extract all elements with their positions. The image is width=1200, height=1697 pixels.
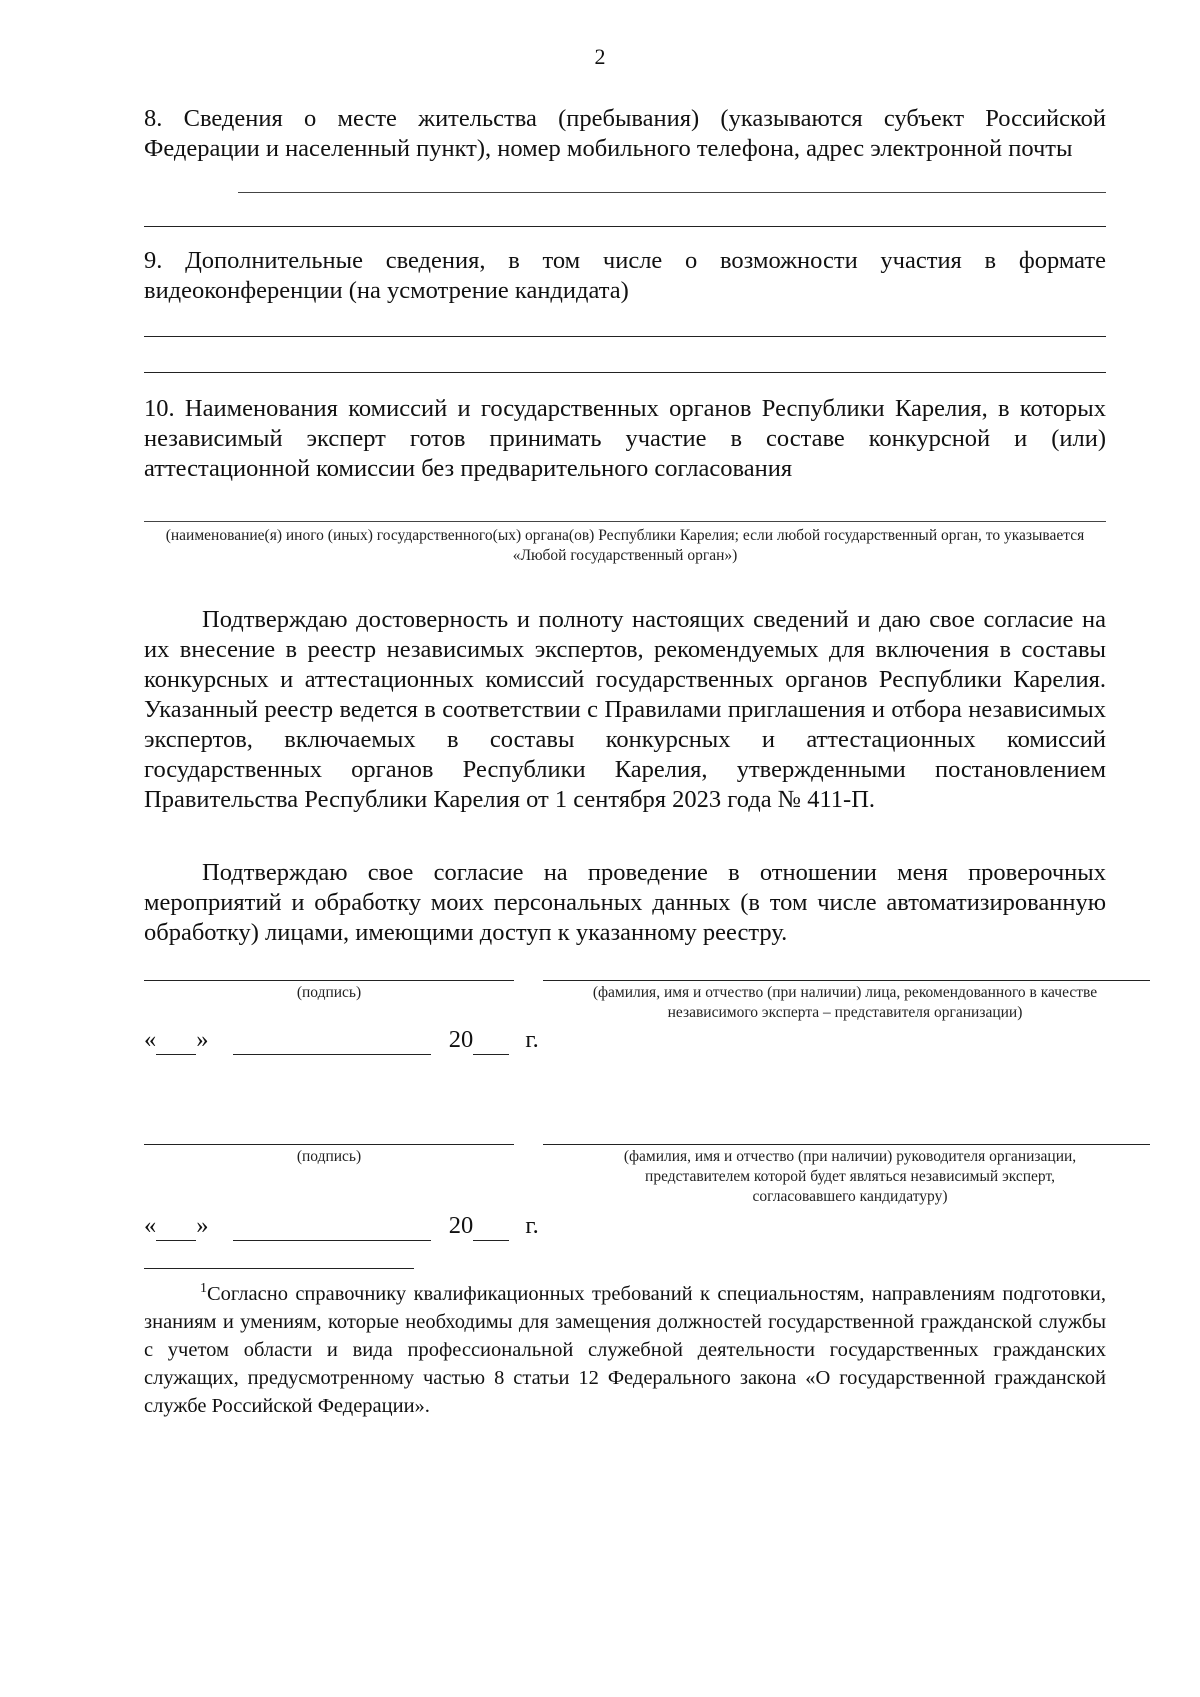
date-1-quote-close: »: [196, 1026, 209, 1053]
name-1-line: [543, 980, 1150, 981]
name-2-line: [543, 1144, 1150, 1145]
footnote: [144, 1280, 1106, 1420]
item-8-fill-line: [238, 192, 1106, 193]
date-1-year-suffix: г.: [525, 1026, 539, 1053]
item-10-fill-line: [144, 521, 1106, 522]
footnote-text: Согласно справочнику квалификационных требований к специальностям, направлениям подготовки, знаниям и умениям, которые необходимы для замещения должностей государственной гражданской службы с учетом области и вида профессиональной служебной деятельности государственных гражданских служащих, предусмотренному частью 8 статьи 12 Федерального закона «О государственной гражданской службе Российской Федерации».: [144, 1283, 1106, 1417]
confirmation-paragraph-1: Подтверждаю достоверность и полноту настоящих сведений и даю свое согласие на их внесение в реестр независимых экспертов, рекомендуемых для включения в составы конкурсных и аттестационных комиссий государственных органов Республики Карелия. Указанный реестр ведется в соответствии с Правилами приглашения и отбора независимых экспертов, включаемых в составы конкурсных и аттестационных комиссий государственных органов Республики Карелия, утвержденными постановлением Правительства Республики Карелия от 1 сентября 2023 года № 411-П.: [144, 606, 1106, 813]
date-row-2: [144, 1211, 539, 1241]
signature-1-caption: (подпись): [296, 984, 362, 1001]
item-10-text: 10. Наименования комиссий и государственных органов Республики Карелия, в которых независимый эксперт готов принимать участие в составе конкурсной и (или) аттестационной комиссии без предварительного согласования: [144, 395, 1106, 482]
date-1-year-prefix: 20: [448, 1026, 474, 1053]
date-1-month-blank: [233, 1032, 431, 1055]
date-1-year-blank: [473, 1032, 509, 1055]
page-number: 2: [594, 44, 606, 69]
date-row-1: [144, 1025, 539, 1055]
confirmation-paragraph-2: Подтверждаю свое согласие на проведение в отношении меня проверочных мероприятий и обработку моих персональных данных (в том числе автоматизированную обработку) лицами, имеющими доступ к указанному реестру.: [144, 859, 1106, 946]
date-2-quote-close: »: [196, 1212, 209, 1239]
signature-2-line: [144, 1144, 514, 1145]
item-8-extra-line: [144, 226, 1106, 227]
date-2-year-prefix: 20: [448, 1212, 474, 1239]
date-1-quote-open: «: [144, 1026, 157, 1053]
date-1-day-blank: [156, 1032, 196, 1055]
date-2-month-blank: [233, 1218, 431, 1241]
name-2-caption: (фамилия, имя и отчество (при наличии) руководителя организации, представителем которой будет являться независимый эксперт, согласовавшего кандидатуру): [623, 1148, 1077, 1205]
footnote-marker: 1: [200, 1281, 207, 1297]
signature-2-caption: (подпись): [296, 1148, 362, 1165]
item-9-line-1: [144, 336, 1106, 337]
item-8-text: 8. Сведения о месте жительства (пребывания) (указываются субъект Российской Федерации и населенный пункт), номер мобильного телефона, адрес электронной почты: [144, 105, 1106, 162]
date-2-year-blank: [473, 1218, 509, 1241]
item-9-text: 9. Дополнительные сведения, в том числе о возможности участия в формате видеоконференции (на усмотрение кандидата): [144, 247, 1106, 304]
signature-1-line: [144, 980, 514, 981]
name-1-caption: (фамилия, имя и отчество (при наличии) лица, рекомендованного в качестве независимого эксперта – представителя организации): [592, 984, 1098, 1021]
item-9-line-2: [144, 372, 1106, 373]
date-2-year-suffix: г.: [525, 1212, 539, 1239]
footnote-separator: [144, 1268, 414, 1269]
item-10-caption: (наименование(я) иного (иных) государственного(ых) органа(ов) Республики Карелия; если любой государственный орган, то указывается «Любой государственный орган»): [165, 527, 1085, 564]
date-2-day-blank: [156, 1218, 196, 1241]
date-2-quote-open: «: [144, 1212, 157, 1239]
